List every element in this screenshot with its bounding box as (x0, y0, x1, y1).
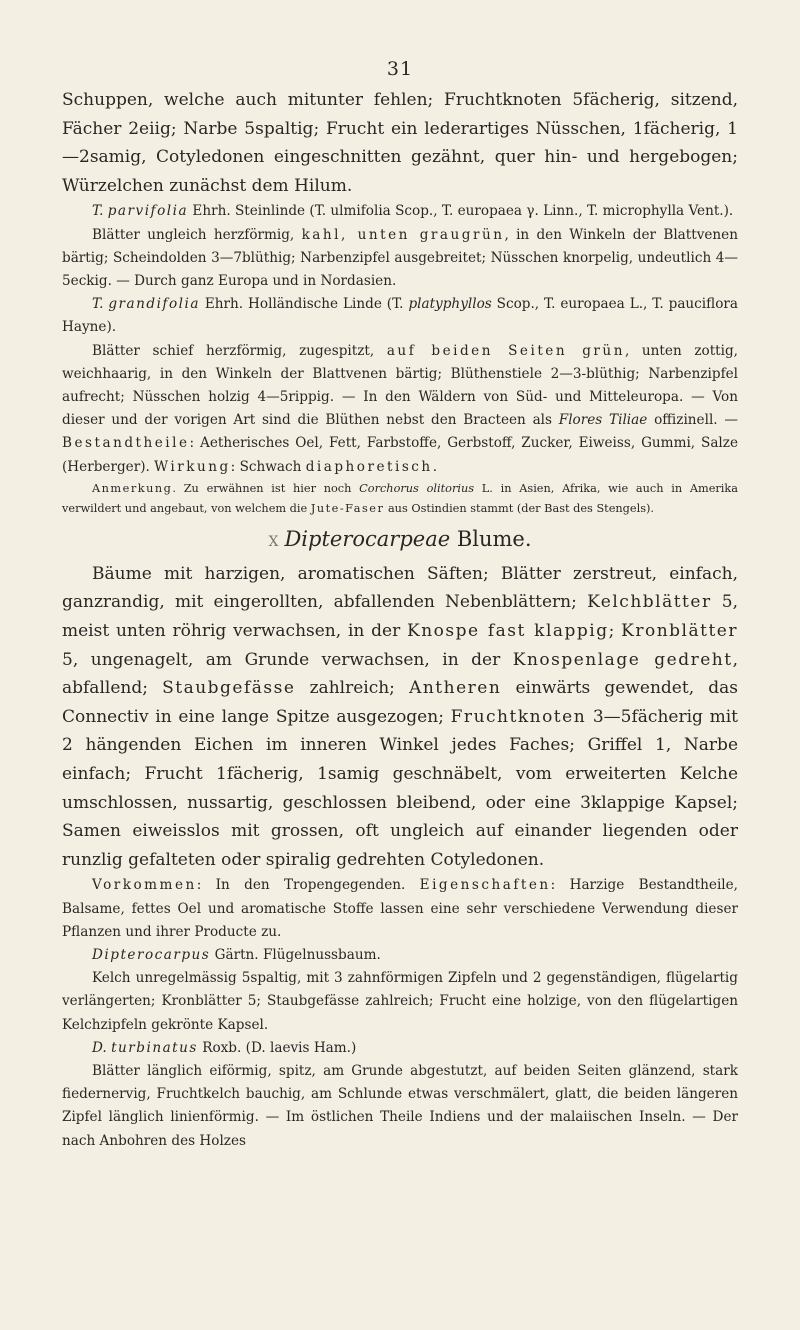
species-authority: Ehrh. Holländische Linde (T. (199, 296, 409, 313)
genus-abbrev: T. (92, 296, 104, 313)
genus-abbrev: T. (92, 203, 104, 220)
desc-text: Blätter ungleich herzförmig, (92, 226, 302, 243)
spaced-emphasis: Kelchblätter (587, 592, 712, 613)
spaced-emphasis: diaphoretisch (305, 458, 433, 475)
desc-text: 5, meist unten röhrig verwachsen, in der (62, 592, 739, 641)
spaced-emphasis: Eigenschaften (419, 877, 551, 894)
intro-paragraph: Schuppen, welche auch mitunter fehlen; Fruchtknoten 5fächerig, sitzend, Fächer 2eiig; Narbe 5spaltig; Frucht ein lederartiges Nüsschen, 1fächerig, 1—2samig, Cotyledonen eingeschnitten gezähnt, quer hin- und hergebogen; Würzelchen zunächst dem Hilum. (62, 90, 738, 196)
species-name: turbinatus (111, 1039, 198, 1056)
note-text: . Zu erwähnen ist hier noch (172, 481, 360, 495)
desc-text: ; (608, 621, 622, 641)
desc-text: 3—5fächerig mit 2 hängenden Eichen im inneren Winkel jedes Faches; Griffel 1, Narbe einfach; Frucht 1fächerig, 1samig geschnäbelt, vom erweiterten Kelche umschlossen, nussartig, geschlossen bleibend, oder eine 3klappige Kapsel; Samen eiweisslos mit grossen, oft ungleich auf einander liegenden oder runzlig gefalteten oder spiralig gedrehten Cotyledonen. (62, 706, 739, 870)
spaced-emphasis: kahl, unten graugrün (301, 226, 505, 243)
desc-text: : Aetherisches Oel, Fett, Farbstoffe, Gerbstoff, Zucker, Eiweiss, Gummi, Salze (Herberger). (62, 435, 738, 475)
note-label: Anmerkung (92, 481, 173, 495)
spaced-emphasis: Staubgefässe (162, 678, 296, 699)
genus-description: Kelch unregelmässig 5spaltig, mit 3 zahnförmigen Zipfeln und 2 gegenständigen, flügelartig verlängerten; Kronblätter 5; Staubgefässe zahlreich; Frucht eine holzige, von den flügelartigen Kelchzipfeln gekrönte Kapsel. (62, 970, 738, 1033)
family-description (62, 560, 738, 875)
annotation-note (62, 479, 738, 519)
desc-text: zahlreich; (295, 678, 410, 699)
spaced-emphasis: Antheren (409, 678, 502, 699)
species-authority: Roxb. (D. laevis Ham.) (197, 1039, 357, 1056)
page-number: 31 (386, 58, 414, 80)
family-heading (62, 523, 738, 558)
genus-abbrev: D. (92, 1039, 112, 1056)
spaced-emphasis: Bestandtheile (62, 435, 190, 452)
desc-text: : Harzige Bestandtheile, Balsame, fettes Oel und aromatische Stoffe lassen eine sehr verschiedene Verwendung dieser Pflanzen und ihrer Producte zu. (62, 877, 739, 940)
genus-authority: Gärtn. Flügelnussbaum. (210, 946, 381, 963)
occurrence-paragraph (62, 874, 738, 944)
desc-text: offizinell. — (647, 412, 738, 429)
genus-name: Dipterocarpus (92, 946, 211, 963)
species-parvifolia-description (62, 224, 738, 294)
desc-text: . (432, 458, 438, 475)
desc-text: : In den Tropengegenden. (196, 877, 420, 894)
species-authority: Ehrh. Steinlinde (T. ulmifolia Scop., T. europaea γ. Linn., T. microphylla Vent.). (188, 203, 734, 220)
species-parvifolia-heading (62, 200, 738, 223)
desc-text: , unten zottig, weichhaarig, in den Winkeln der Blattvenen bärtig; Blüthenstiele 2—3-blüthig; Narbenzipfel aufrecht; Nüsschen holzig 4—5rippig. — In den Wäldern von Süd- und Mitteleuropa. — Von dieser und der vorigen Art sind die Blüthen nebst den Bracteen als (62, 342, 738, 429)
species-authority: Scop., T. europaea L., T. pauciflora Hayne). (62, 296, 738, 336)
spaced-emphasis: Jute-Faser (310, 501, 385, 515)
spaced-emphasis: Knospenlage gedreht (512, 649, 733, 670)
note-text: aus Ostindien stammt (der Bast des Stengels). (384, 501, 655, 515)
desc-text: : Schwach (230, 458, 306, 475)
spaced-emphasis: auf beiden Seiten grün (386, 342, 625, 359)
desc-text: einwärts gewendet, das Connectiv in eine lange Spitze ausgezogen; (62, 678, 739, 727)
species-grandifolia-heading (62, 293, 738, 339)
species-name: Corchorus olitorius (359, 481, 475, 495)
family-name: Dipterocarpeae (284, 526, 451, 551)
species-turbinatus-heading (62, 1037, 738, 1060)
spaced-emphasis: Knospe fast klappig (407, 621, 609, 641)
desc-text: Bäume mit harzigen, aromatischen Säften; Blätter zerstreut, einfach, ganzrandig, mit eingerollten, abfallenden Nebenblättern; (62, 563, 738, 613)
spaced-emphasis: Fruchtknoten (450, 706, 587, 727)
spaced-emphasis: Wirkung (154, 458, 231, 475)
family-authority: Blume. (450, 526, 532, 551)
spaced-emphasis: Kronblätter (621, 621, 738, 641)
drug-name: Flores Tiliae (558, 412, 648, 429)
species-turbinatus-description: Blätter länglich eiförmig, spitz, am Grunde abgestutzt, auf beiden Seiten glänzend, stark fiedernervig, Fruchtkelch bauchig, am Schlunde etwas verschmälert, glatt, die beiden längeren Zipfel länglich linienförmig. — Im östlichen Theile Indiens und der malaiischen Inseln. — Der nach Anbohren des Holzes (62, 1062, 738, 1149)
margin-mark: X (268, 533, 279, 550)
species-grandifolia-description (62, 340, 738, 479)
desc-text: 5, ungenagelt, am Grunde verwachsen, in der (62, 649, 513, 670)
genus-heading (62, 944, 738, 967)
desc-text: Blätter schief herzförmig, zugespitzt, (92, 342, 387, 359)
synonym-name: platyphyllos (408, 296, 492, 313)
desc-text: , in den Winkeln der Blattvenen bärtig; Scheindolden 3—7blüthig; Narbenzipfel ausgebreitet; Nüsschen knorpelig, undeutlich 4—5eckig. — Durch ganz Europa und in Nordasien. (62, 226, 738, 289)
species-name: grandifolia (108, 296, 200, 313)
text-column (62, 86, 738, 1153)
note-text: L. in Asien, Afrika, wie auch in Amerika verwildert und angebaut, von welchem die (62, 481, 738, 515)
spaced-emphasis: Vorkommen (92, 877, 197, 894)
species-name: parvifolia (107, 203, 189, 220)
desc-text: , abfallend; (62, 649, 738, 699)
